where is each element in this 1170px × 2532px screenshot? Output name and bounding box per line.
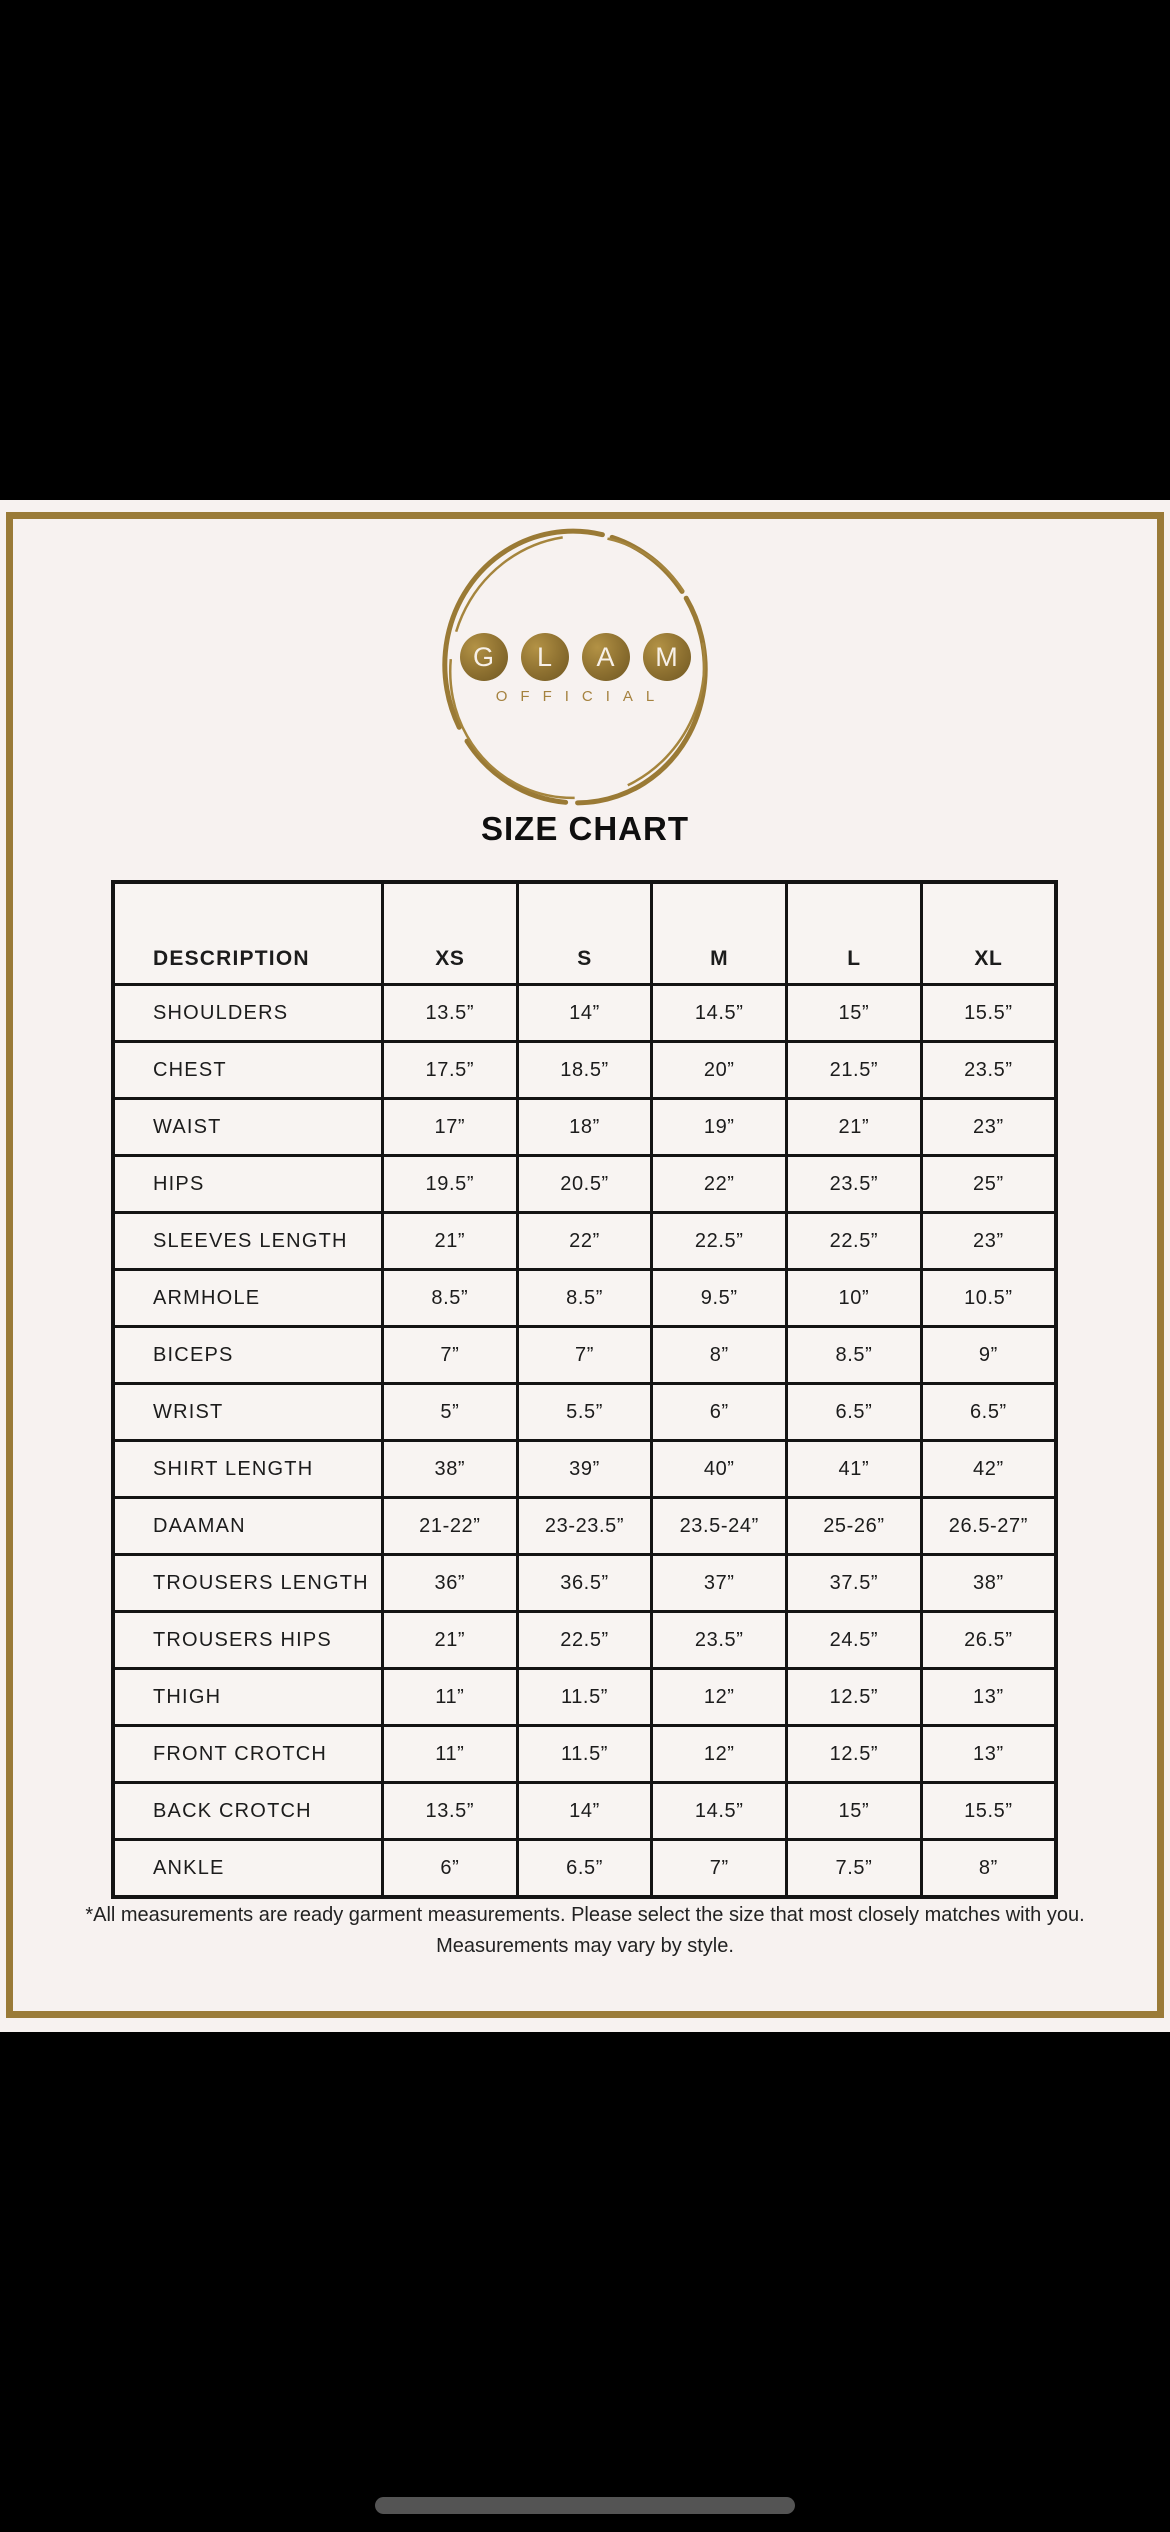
measurement-cell: 10” (787, 1270, 922, 1327)
logo-letter-circle: G (460, 633, 508, 681)
logo-subtitle: OFFICIAL (495, 688, 668, 705)
measurement-cell: 6.5” (921, 1384, 1056, 1441)
measurement-cell: 23.5-24” (652, 1498, 787, 1555)
table-row (113, 1384, 1056, 1441)
measurement-cell: 15.5” (921, 985, 1056, 1042)
measurement-cell: 26.5” (921, 1612, 1056, 1669)
measurement-cell: 14.5” (652, 985, 787, 1042)
logo-letter-circle: A (582, 633, 630, 681)
table-row (113, 1213, 1056, 1270)
measurement-cell: 36.5” (517, 1555, 652, 1612)
measurement-cell: 11” (383, 1726, 518, 1783)
table-row (113, 1042, 1056, 1099)
measurement-cell: 8” (652, 1327, 787, 1384)
measurement-cell: 6” (652, 1384, 787, 1441)
measurement-cell: 13.5” (383, 985, 518, 1042)
measurement-cell: 38” (383, 1441, 518, 1498)
table-row (113, 1612, 1056, 1669)
measurement-cell: 40” (652, 1441, 787, 1498)
measurement-cell: 20” (652, 1042, 787, 1099)
measurement-cell: 21-22” (383, 1498, 518, 1555)
column-header-size: M (652, 882, 787, 985)
home-indicator[interactable] (375, 2497, 795, 2514)
footnote-line-2: Measurements may vary by style. (436, 1935, 734, 1957)
table-row (113, 985, 1056, 1042)
measurement-cell: 23-23.5” (517, 1498, 652, 1555)
measurement-cell: 11.5” (517, 1726, 652, 1783)
row-label: SHIRT LENGTH (113, 1441, 383, 1498)
measurement-cell: 17.5” (383, 1042, 518, 1099)
table-row (113, 1840, 1056, 1898)
table-row (113, 1441, 1056, 1498)
table-row (113, 1498, 1056, 1555)
size-table-header-row (113, 882, 1056, 985)
column-header-size: XS (383, 882, 518, 985)
measurement-cell: 14.5” (652, 1783, 787, 1840)
table-row (113, 1156, 1056, 1213)
measurement-cell: 6.5” (517, 1840, 652, 1898)
size-chart-card (0, 500, 1170, 2032)
measurement-cell: 42” (921, 1441, 1056, 1498)
measurement-cell: 21” (383, 1612, 518, 1669)
measurement-cell: 10.5” (921, 1270, 1056, 1327)
measurement-cell: 22.5” (652, 1213, 787, 1270)
measurement-cell: 22.5” (787, 1213, 922, 1270)
measurement-cell: 20.5” (517, 1156, 652, 1213)
measurement-cell: 9.5” (652, 1270, 787, 1327)
measurement-cell: 8” (921, 1840, 1056, 1898)
measurement-cell: 22.5” (517, 1612, 652, 1669)
measurement-cell: 11.5” (517, 1669, 652, 1726)
table-row (113, 1783, 1056, 1840)
measurement-cell: 15.5” (921, 1783, 1056, 1840)
row-label: SHOULDERS (113, 985, 383, 1042)
column-header-size: XL (921, 882, 1056, 985)
measurement-cell: 21” (787, 1099, 922, 1156)
row-label: ARMHOLE (113, 1270, 383, 1327)
measurement-cell: 36” (383, 1555, 518, 1612)
measurement-cell: 13” (921, 1726, 1056, 1783)
measurement-cell: 14” (517, 1783, 652, 1840)
measurement-cell: 39” (517, 1441, 652, 1498)
measurement-cell: 12” (652, 1726, 787, 1783)
measurement-cell: 23” (921, 1099, 1056, 1156)
measurement-cell: 18.5” (517, 1042, 652, 1099)
size-table (111, 880, 1058, 1899)
measurement-cell: 38” (921, 1555, 1056, 1612)
column-header-size: S (517, 882, 652, 985)
column-header-size: L (787, 882, 922, 985)
measurement-cell: 11” (383, 1669, 518, 1726)
row-label: THIGH (113, 1669, 383, 1726)
measurement-cell: 5.5” (517, 1384, 652, 1441)
measurement-cell: 7.5” (787, 1840, 922, 1898)
measurement-cell: 13” (921, 1669, 1056, 1726)
logo-letter-circles (430, 633, 720, 681)
logo-letter-circle: L (521, 633, 569, 681)
column-header-description: DESCRIPTION (113, 882, 383, 985)
row-label: WAIST (113, 1099, 383, 1156)
table-row (113, 1327, 1056, 1384)
table-row (113, 1099, 1056, 1156)
table-row (113, 1555, 1056, 1612)
measurement-cell: 12” (652, 1669, 787, 1726)
row-label: HIPS (113, 1156, 383, 1213)
measurement-cell: 7” (517, 1327, 652, 1384)
row-label: SLEEVES LENGTH (113, 1213, 383, 1270)
measurement-cell: 19.5” (383, 1156, 518, 1213)
measurement-cell: 8.5” (517, 1270, 652, 1327)
row-label: TROUSERS LENGTH (113, 1555, 383, 1612)
measurement-cell: 25” (921, 1156, 1056, 1213)
measurement-cell: 21” (383, 1213, 518, 1270)
measurement-footnote (65, 1900, 1105, 1962)
measurement-cell: 6.5” (787, 1384, 922, 1441)
measurement-cell: 23.5” (652, 1612, 787, 1669)
row-label: DAAMAN (113, 1498, 383, 1555)
table-row (113, 1270, 1056, 1327)
measurement-cell: 5” (383, 1384, 518, 1441)
row-label: CHEST (113, 1042, 383, 1099)
measurement-cell: 7” (383, 1327, 518, 1384)
measurement-cell: 13.5” (383, 1783, 518, 1840)
measurement-cell: 22” (517, 1213, 652, 1270)
measurement-cell: 9” (921, 1327, 1056, 1384)
measurement-cell: 22” (652, 1156, 787, 1213)
measurement-cell: 8.5” (787, 1327, 922, 1384)
measurement-cell: 14” (517, 985, 652, 1042)
measurement-cell: 12.5” (787, 1669, 922, 1726)
measurement-cell: 23.5” (787, 1156, 922, 1213)
table-row (113, 1726, 1056, 1783)
table-row (113, 1669, 1056, 1726)
row-label: ANKLE (113, 1840, 383, 1898)
row-label: BACK CROTCH (113, 1783, 383, 1840)
row-label: FRONT CROTCH (113, 1726, 383, 1783)
measurement-cell: 37.5” (787, 1555, 922, 1612)
measurement-cell: 18” (517, 1099, 652, 1156)
row-label: BICEPS (113, 1327, 383, 1384)
measurement-cell: 15” (787, 985, 922, 1042)
row-label: TROUSERS HIPS (113, 1612, 383, 1669)
measurement-cell: 8.5” (383, 1270, 518, 1327)
measurement-cell: 17” (383, 1099, 518, 1156)
measurement-cell: 19” (652, 1099, 787, 1156)
logo-letter-circle: M (643, 633, 691, 681)
measurement-cell: 21.5” (787, 1042, 922, 1099)
footnote-line-1: *All measurements are ready garment measurements. Please select the size that most closely matches with you. (85, 1904, 1085, 1926)
measurement-cell: 37” (652, 1555, 787, 1612)
measurement-cell: 15” (787, 1783, 922, 1840)
measurement-cell: 6” (383, 1840, 518, 1898)
glam-logo (430, 528, 720, 808)
size-table-body (113, 985, 1056, 1898)
measurement-cell: 25-26” (787, 1498, 922, 1555)
measurement-cell: 23” (921, 1213, 1056, 1270)
measurement-cell: 41” (787, 1441, 922, 1498)
page-title: SIZE CHART (481, 810, 689, 847)
measurement-cell: 26.5-27” (921, 1498, 1056, 1555)
measurement-cell: 24.5” (787, 1612, 922, 1669)
row-label: WRIST (113, 1384, 383, 1441)
measurement-cell: 7” (652, 1840, 787, 1898)
measurement-cell: 12.5” (787, 1726, 922, 1783)
measurement-cell: 23.5” (921, 1042, 1056, 1099)
